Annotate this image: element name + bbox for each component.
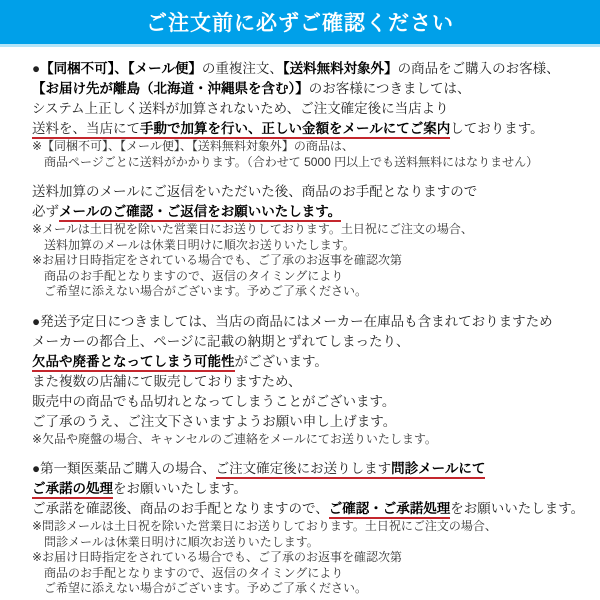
text-line bbox=[32, 99, 590, 119]
text-line bbox=[32, 392, 590, 412]
text-line bbox=[32, 312, 590, 332]
text-segment: 【同梱不可】、【メール便】 bbox=[40, 61, 202, 76]
text-segment: ※【同梱不可】、【メール便】、【送料無料対象外】の商品は、 bbox=[32, 139, 354, 153]
notice-body bbox=[0, 47, 600, 597]
text-segment: ※お届け日時指定をされている場合でも、ご了承のお返事を確認次第 bbox=[32, 550, 403, 564]
text-line bbox=[32, 352, 590, 372]
text-line bbox=[32, 119, 590, 139]
text-segment: のお客様につきましては、 bbox=[308, 81, 471, 96]
text-segment: 問診メールは休業日明けに順次お送りいたします。 bbox=[32, 534, 319, 549]
text-segment: がございます。 bbox=[234, 353, 328, 369]
text-segment: ※問診メールは土日祝を除いた営業日にお送りしております。土日祝にご注文の場合、 bbox=[32, 519, 497, 533]
emphasized-text-segment: 欠品や廃番となってしまう可能性 bbox=[32, 354, 235, 372]
text-segment: をお願いいたします。 bbox=[113, 481, 247, 496]
notice-section-stock-availability-notice bbox=[32, 312, 590, 448]
text-line bbox=[32, 79, 590, 99]
text-segment: ※欠品や廃盤の場合、キャンセルのご連絡をメールにてお送りいたします。 bbox=[32, 431, 437, 446]
text-segment: ●発送予定日につきましては、当店の商品にはメーカー在庫品も含まれておりますため bbox=[32, 313, 553, 329]
note-line bbox=[32, 519, 590, 535]
text-segment: ● bbox=[32, 61, 41, 76]
emphasized-text-segment: ご確認・ご承諾処理 bbox=[329, 501, 451, 519]
text-line bbox=[32, 182, 590, 202]
text-line bbox=[32, 479, 590, 499]
text-segment: ご承諾を確認後、商品のお手配となりますので、 bbox=[32, 501, 329, 516]
note-line bbox=[32, 238, 590, 254]
text-line bbox=[32, 459, 590, 479]
note-line bbox=[32, 432, 590, 448]
emphasized-text-segment: メールのご確認・ご返信をお願いいたします。 bbox=[59, 204, 341, 222]
note-line bbox=[32, 253, 590, 269]
text-segment: ●第一類医薬品ご購入の場合、 bbox=[32, 461, 216, 476]
text-segment: 商品ページごとに送料がかかります。（合わせて 5000 円以上でも送料無料にはなりません） bbox=[32, 154, 539, 169]
emphasized-text-segment: 問診メールにて bbox=[391, 461, 485, 479]
notice-header bbox=[0, 0, 600, 47]
note-line bbox=[32, 566, 590, 582]
note-line bbox=[32, 550, 590, 566]
note-line bbox=[32, 155, 590, 171]
emphasized-text-segment: ご注文確定後にお送りします bbox=[216, 461, 392, 479]
text-segment: をお願いいたします。 bbox=[450, 501, 585, 516]
text-line bbox=[32, 372, 590, 392]
text-segment: ※メールは土日祝を除いた営業日にお送りしております。土日祝にご注文の場合、 bbox=[32, 222, 473, 236]
notice-section-shipping-surcharge-notice bbox=[32, 59, 590, 170]
text-line bbox=[32, 202, 590, 222]
text-line bbox=[32, 499, 590, 519]
text-segment: 【お届け先が離島（北海道・沖縄県を含む）】 bbox=[32, 81, 309, 96]
note-line bbox=[32, 284, 590, 300]
text-line bbox=[32, 412, 590, 432]
text-segment: しております。 bbox=[450, 121, 544, 136]
note-line bbox=[32, 139, 590, 155]
note-line bbox=[32, 222, 590, 238]
text-segment: 送料加算のメールにご返信をいただいた後、商品のお手配となりますので bbox=[32, 184, 478, 199]
text-segment: ご希望に添えない場合がございます。予めご了承ください。 bbox=[32, 581, 368, 595]
text-segment: ※お届け日時指定をされている場合でも、ご了承のお返事を確認次第 bbox=[32, 253, 403, 267]
emphasized-text-segment: 送料を、当店にて bbox=[32, 121, 140, 139]
text-segment: また複数の店舗にて販売しておりますため、 bbox=[32, 373, 302, 389]
note-line bbox=[32, 535, 590, 551]
text-segment: 【送料無料対象外】 bbox=[282, 61, 398, 76]
text-segment: の商品をご購入のお客様、 bbox=[397, 61, 560, 76]
text-segment: ご了承のうえ、ご注文下さいますようお願い申し上げます。 bbox=[32, 413, 397, 429]
emphasized-text-segment: ご承諾の処理 bbox=[32, 481, 113, 499]
emphasized-text-segment: 手動で加算を行い、正しい金額をメールにてご案内 bbox=[140, 121, 450, 139]
text-segment: システム上正しく送料が加算されないため、ご注文確定後に当店より bbox=[32, 101, 449, 116]
text-segment: ご希望に添えない場合がございます。予めご了承ください。 bbox=[32, 284, 368, 298]
text-segment: 販売中の商品でも品切れとなってしまうことがございます。 bbox=[32, 393, 396, 409]
text-segment: 送料加算のメールは休業日明けに順次お送りいたします。 bbox=[32, 237, 355, 252]
text-segment: の重複注文、 bbox=[201, 61, 283, 76]
note-line bbox=[32, 269, 590, 285]
notice-section-pharmaceutical-consent-notice bbox=[32, 459, 590, 597]
text-line bbox=[32, 59, 590, 79]
text-segment: 商品のお手配となりますので、返信のタイミングにより bbox=[32, 268, 344, 283]
text-line bbox=[32, 332, 590, 352]
notice-section-mail-reply-notice bbox=[32, 182, 590, 300]
note-line bbox=[32, 581, 590, 597]
text-segment: メーカーの都合上、ページに記載の納期とずれてしまったり、 bbox=[32, 333, 410, 349]
text-segment: 商品のお手配となりますので、返信のタイミングにより bbox=[32, 565, 344, 580]
page-title: ご注文前に必ずご確認ください bbox=[146, 12, 454, 35]
text-segment: 必ず bbox=[32, 204, 59, 219]
